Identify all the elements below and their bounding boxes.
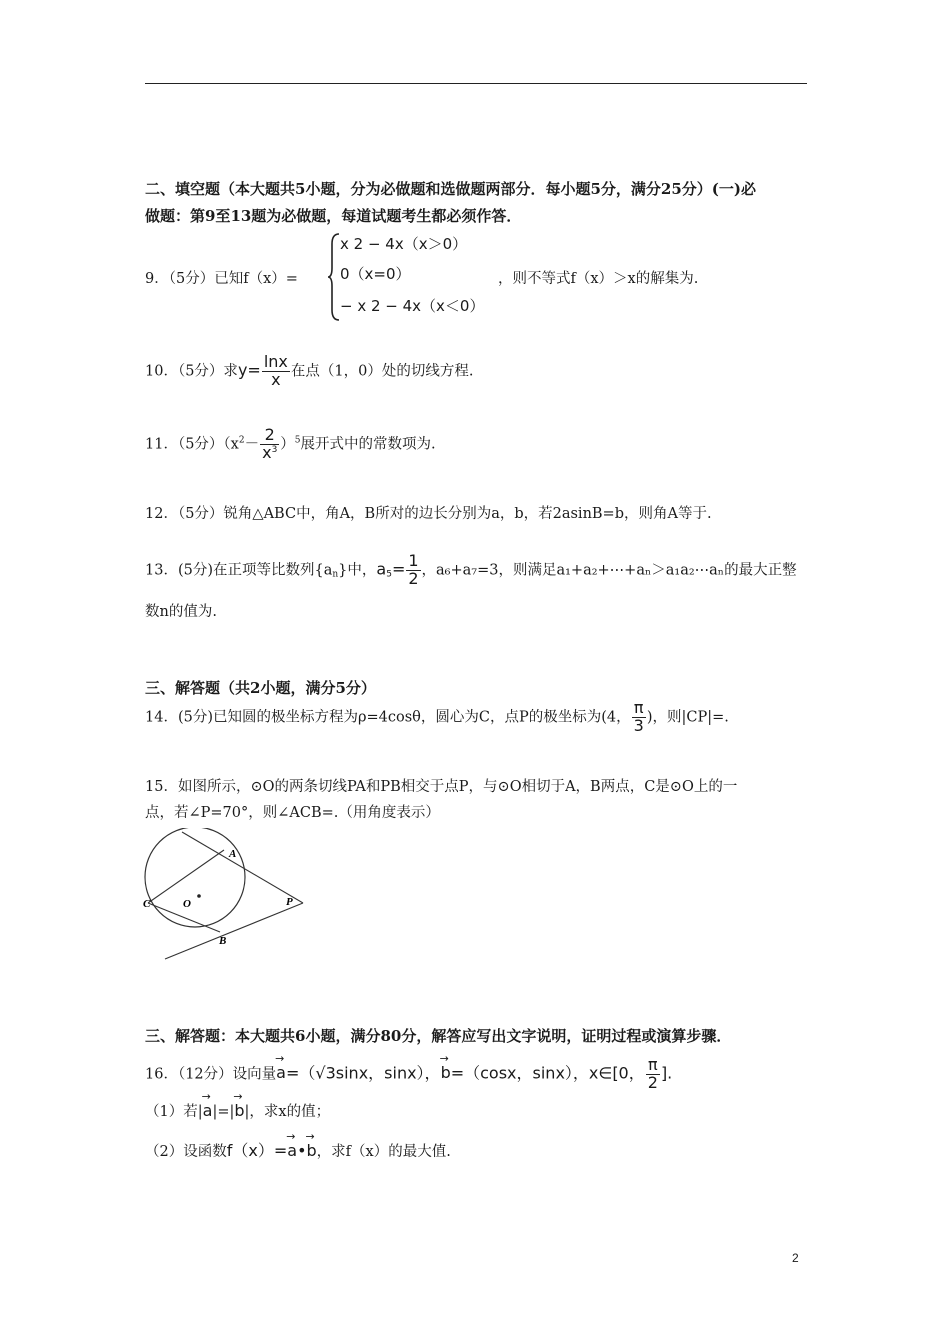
q16-p2-fx: f（x）= [226,1141,288,1160]
q9-piece-1: x 2 − 4x（x＞0） [340,235,468,253]
q16-prefix: 16．（12分）设向量 [145,1066,277,1083]
q11-prefix: 11．（5分）（x [145,436,239,453]
q11-exp: 5 [294,435,301,446]
q16-p2-suffix: ，求f（x）的最大值. [316,1144,451,1160]
q16-p2-dot: • [297,1141,307,1160]
question-15-line1: 15．如图所示，⊙O的两条切线PA和PB相交于点P，与⊙O相切于A，B两点，C是⊙O上的一 [145,779,738,795]
q16-b-val: =（cosx，sinx），x∈[0， [450,1063,645,1083]
piecewise-brace-icon [327,232,341,322]
label-p: P [286,896,293,908]
q11-num: 2 [260,427,279,445]
question-13-line1 [145,553,797,588]
q9-piece-2: 0（x=0） [340,265,411,283]
q11-close: ） [280,436,295,453]
q13-prefix: 13．(5分)在正项等比数列{a [145,562,333,579]
q13-den: 2 [408,568,419,588]
section-3-header: 三、解答题（共2小题，满分5分） [145,679,376,697]
vector-a-dot: → a [287,1141,297,1160]
q16-close: ]. [660,1063,673,1083]
q11-fraction [260,427,279,462]
question-12: 12．（5分）锐角△ABC中，角A，B所对的边长分别为a，b，若2asinB=b，则角A等于. [145,506,712,522]
q11-den-exp: 3 [271,444,278,455]
q10-prefix: 10．（5分）求 [145,363,238,380]
question-16-part-1 [145,1100,330,1121]
q14-suffix: )，则|CP|=. [646,709,729,726]
q13-eq: = [391,559,406,579]
q16-a-val1: =（ [285,1063,316,1083]
q13-mid2: ，a₆+a₇=3，则满足a₁+a₂+⋯+aₙ＞a₁a₂⋯aₙ的最大正整 [421,562,797,579]
question-14 [145,700,729,735]
q13-a5-sub: 5 [386,569,392,580]
q13-a5: a [376,559,387,579]
tangent-pb [165,903,303,959]
question-16-part-2 [145,1138,451,1161]
question-16 [145,1057,672,1092]
label-o: O [183,898,191,910]
vector-b-abs: → b [234,1101,244,1120]
q11-suffix: 展开式中的常数项为. [300,436,436,453]
q9-piece-3: − x 2 − 4x（x＜0） [340,297,485,315]
section-2-header-line2: 做题：第9至13题为必做题，每道试题考生都必须作答． [145,207,522,225]
q10-den: x [271,369,281,389]
q9-prefix: 9．（5分）已知f（x）= [145,271,298,287]
q16-den: 2 [647,1072,658,1092]
q16-p1-mid: |=| [212,1104,235,1120]
question-10 [145,354,473,389]
q16-p1-prefix: （1）若| [145,1104,203,1120]
q13-mid1: }中， [338,562,377,579]
top-rule [145,83,807,84]
chord-ca [148,850,224,903]
q14-fraction [632,700,646,735]
q16-p1-suffix: |，求x的值； [244,1104,331,1120]
q13-fraction [406,553,420,588]
q10-y: y= [237,360,261,380]
question-11 [145,427,436,462]
label-a: A [229,848,237,860]
label-b: B [219,935,227,947]
q16-fraction [646,1057,660,1092]
circle-o [145,828,245,927]
q14-num: π [632,700,646,718]
q14-den: 3 [633,715,644,735]
vector-b-dot: → b [307,1141,317,1160]
question-13-line2: 数n的值为. [145,604,217,620]
section-3b-header: 三、解答题：本大题共6小题，满分80分，解答应写出文字说明，证明过程或演算步骤． [145,1027,732,1045]
vector-b: → b [441,1063,451,1082]
q14-prefix: 14．(5分)已知圆的极坐标方程为ρ=4cosθ，圆心为C，点P的极坐标为(4， [145,709,631,726]
q16-p2-prefix: （2）设函数 [145,1144,227,1160]
q10-suffix: 在点（1，0）处的切线方程. [290,363,474,380]
q10-fraction [262,354,290,389]
label-c: C [143,898,151,910]
page-number: 2 [792,1251,799,1265]
q16-a-val2: sinx，sinx）， [335,1063,441,1083]
q11-den: x [262,442,272,462]
center-point [197,894,201,898]
vector-a: → a [276,1063,286,1082]
q11-sq: 2 [238,435,245,446]
vector-a-abs: → a [203,1101,213,1120]
q16-sqrt: √3 [315,1063,336,1083]
q16-num: π [646,1057,660,1075]
q13-num: 1 [408,551,419,570]
q11-minus: － [244,436,260,453]
question-15-line2: 点，若∠P=70°，则∠ACB=.（用角度表示） [145,805,440,821]
q9-suffix: ，则不等式f（x）＞x的解集为. [498,271,699,287]
q10-num: lnx [263,352,288,371]
section-2-header-line1: 二、填空题（本大题共5小题，分为必做题和选做题两部分．每小题5分，满分25分）(一)必 [145,180,756,198]
q13-sub-n: n [332,569,339,580]
tangent-circle-figure [140,828,310,963]
